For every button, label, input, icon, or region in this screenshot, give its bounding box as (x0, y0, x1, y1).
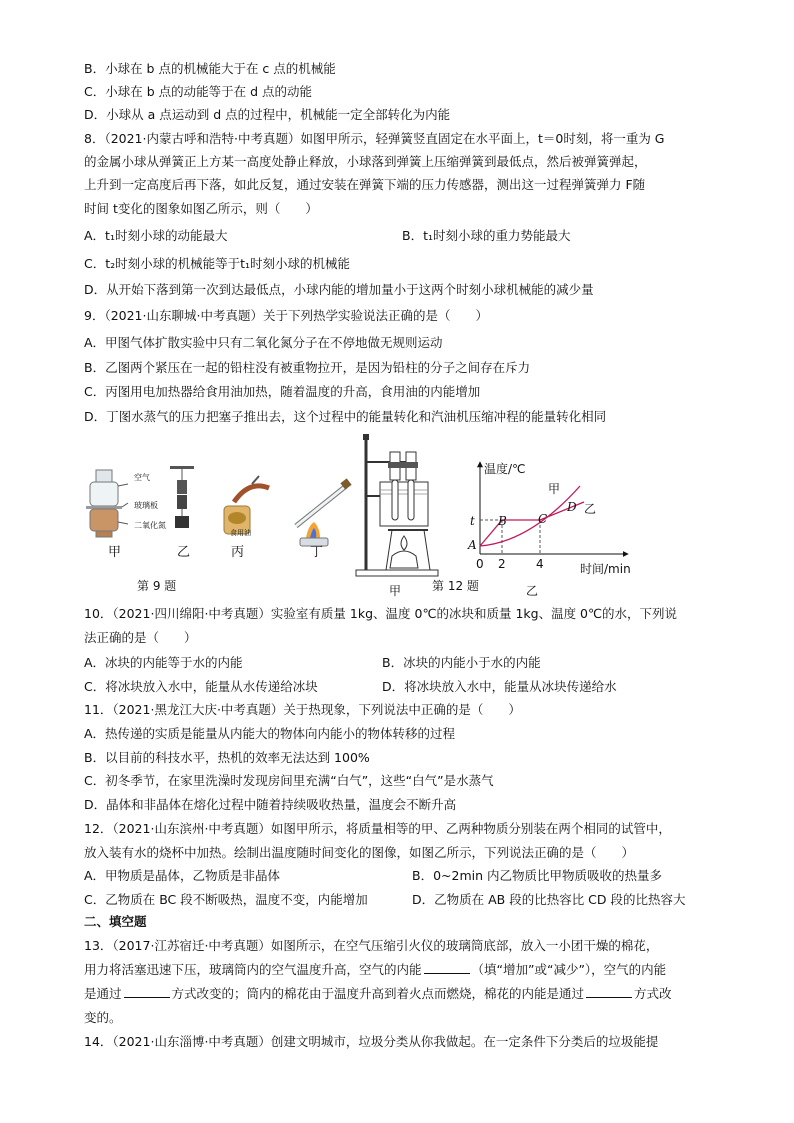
q8-stem-line4: 时间 t变化的图象如图乙所示，则（ ） (84, 201, 318, 216)
graph-point-b: B (498, 514, 507, 528)
q10-option-d: D．将冰块放入水中，能量从冰块传递给水 (382, 679, 617, 694)
q11-option-a: A．热传递的实质是能量从内能大的物体向内能小的物体转移的过程 (84, 726, 456, 741)
q13-stem-line4: 变的。 (84, 1010, 122, 1025)
q10-stem-line2: 法正确的是（ ） (84, 630, 197, 645)
q9-option-c: C．丙图用电加热器给食用油加热，随着温度的升高，食用油的内能增加 (84, 384, 481, 399)
q12-stem-line2: 放入装有水的烧杯中加热。绘制出温度随时间变化的图像，如图乙所示，下列说法正确的是（ ） (84, 845, 635, 860)
q9-stem: 9．（2021·山东聊城·中考真题）关于下列热学实验说法正确的是（ ） (84, 308, 488, 323)
label-oil: 食用油 (230, 529, 251, 537)
label-no2: 二氧化氮 (134, 521, 166, 530)
fig9-label-yi: 乙 (177, 545, 191, 560)
q11-stem: 11．（2021·黑龙江大庆·中考真题）关于热现象，下列说法中正确的是（ ） (84, 702, 521, 717)
graph-point-d: D (567, 500, 577, 514)
q13-stem-line3 (84, 982, 672, 1005)
q8-stem-line2: 的金属小球从弹簧正上方某一高度处静止释放，小球落到弹簧上压缩弹簧到最低点，然后被弹簧弹起， (84, 154, 647, 169)
oil-heating-illustration (224, 476, 269, 534)
q8-stem-line3: 上升到一定高度后再下落，如此反复，通过安装在弹簧下端的压力传感器，测出这一过程弹簧弹力 F随 (84, 177, 646, 192)
q9-option-a: A．甲图气体扩散实验中只有二氧化氮分子在不停地做无规则运动 (84, 335, 443, 350)
q8-option-d: D．从开始下落到第一次到达最低点，小球内能的增加量小于这两个时刻小球机械能的减少量 (84, 282, 594, 297)
q9-option-d: D．丁图水蒸气的压力把塞子推出去，这个过程中的能量转化和汽油机压缩冲程的能量转化相同 (84, 409, 607, 424)
q7-option-c: C．小球在 b 点的动能等于在 d 点的动能 (84, 84, 312, 99)
q11-option-d: D．晶体和非晶体在熔化过程中随着持续吸收热量，温度会不断升高 (84, 797, 457, 812)
q11-option-c: C．初冬季节，在家里洗澡时发现房间里充满“白气”，这些“白气”是水蒸气 (84, 773, 494, 788)
graph-curve-label-jia: 甲 (548, 482, 561, 496)
q13-stem-line1: 13．（2017·江苏宿迁·中考真题）如图所示，在空气压缩引火仪的玻璃筒底部，放入一小团干燥的棉花， (84, 938, 659, 953)
q8-stem-line1: 8．（2021·内蒙古呼和浩特·中考真题）如图甲所示，轻弹簧竖直固定在水平面上，t＝0时刻，将一重为 G (84, 131, 665, 146)
q7-option-d: D．小球从 a 点运动到 d 点的过程中，机械能一定全部转化为内能 (84, 107, 451, 122)
fig9-label-jia: 甲 (108, 545, 122, 560)
graph-tick-0: 0 (476, 557, 484, 571)
section-heading: 二、填空题 (84, 914, 147, 929)
lead-cylinders-illustration (170, 466, 194, 528)
q10-option-c: C．将冰块放入水中，能量从水传递给冰块 (84, 679, 318, 694)
fig9-label-ding: 丁 (310, 545, 324, 560)
q13-stem-line2 (84, 958, 666, 981)
q12-option-c: C．乙物质在 BC 段不断吸热，温度不变，内能增加 (84, 892, 368, 907)
q10-option-a: A．冰块的内能等于水的内能 (84, 655, 243, 670)
q13-blank-3[interactable] (586, 985, 632, 998)
graph-xlabel: 时间/min (580, 562, 631, 576)
fig12-label-yi: 乙 (526, 584, 539, 598)
graph-point-c: C (538, 512, 548, 526)
q13-line2-text-a: 用力将活塞迅速下压，玻璃筒内的空气温度升高，空气的内能 (84, 962, 422, 977)
q12-option-b: B．0~2min 内乙物质比甲物质吸收的热量多 (412, 868, 663, 883)
q14-stem-line1: 14．（2021·山东淄博·中考真题）创建文明城市，垃圾分类从你我做起。在一定条件下分类后的垃圾能提 (84, 1034, 659, 1049)
fig9-caption: 第 9 题 (137, 579, 177, 593)
q13-line3-text-a: 是通过 (84, 986, 122, 1001)
graph-t-label: t (470, 514, 475, 528)
label-glass-plate: 玻璃板 (134, 501, 158, 510)
q10-option-b: B．冰块的内能小于水的内能 (382, 655, 541, 670)
graph-tick-2: 2 (498, 557, 506, 571)
q13-line3-text-b: 方式改变的；筒内的棉花由于温度升高到着火点而燃烧，棉花的内能是通过 (171, 986, 585, 1001)
curve-jia (480, 486, 580, 546)
q7-option-b: B．小球在 b 点的机械能大于在 c 点的机械能 (84, 61, 336, 76)
steam-cork-illustration (296, 478, 352, 546)
q8-option-c: C．t₂时刻小球的机械能等于t₁时刻小球的机械能 (84, 256, 351, 271)
q9-option-b: B．乙图两个紧压在一起的铅柱没有被重物拉开，是因为铅柱的分子之间存在斥力 (84, 360, 531, 375)
graph-tick-4: 4 (536, 557, 544, 571)
graph-ylabel: 温度/℃ (484, 462, 526, 476)
q12-option-d: D．乙物质在 AB 段的比热容比 CD 段的比热容大 (412, 892, 686, 907)
q13-line2-text-b: （填“增加”或“减少”），空气的内能 (471, 962, 667, 977)
diffusion-bottles-illustration (86, 470, 128, 537)
q12-option-a: A．甲物质是晶体，乙物质是非晶体 (84, 868, 281, 883)
figure12-apparatus (348, 432, 458, 580)
graph-point-a: A (468, 538, 477, 552)
label-air: 空气 (134, 473, 150, 482)
q13-blank-1[interactable] (424, 961, 470, 974)
q13-blank-2[interactable] (124, 985, 170, 998)
q13-line3-text-c: 方式改 (634, 986, 672, 1001)
fig12-label-jia: 甲 (389, 584, 402, 598)
fig12-caption: 第 12 题 (432, 579, 479, 593)
graph-curve-label-yi: 乙 (584, 502, 597, 516)
q11-option-b: B．以目前的科技水平，热机的效率无法达到 100% (84, 750, 370, 765)
q12-stem-line1: 12．（2021·山东滨州·中考真题）如图甲所示，将质量相等的甲、乙两种物质分别装在两个相同的试管中， (84, 821, 671, 836)
q8-option-b: B．t₁时刻小球的重力势能最大 (402, 228, 571, 243)
q8-option-a: A．t₁时刻小球的动能最大 (84, 228, 228, 243)
q10-stem-line1: 10．（2021·四川绵阳·中考真题）实验室有质量 1kg、温度 0℃的冰块和质量 1kg、温度 0℃的水，下列说 (84, 606, 678, 621)
fig9-label-bing: 丙 (231, 545, 245, 560)
